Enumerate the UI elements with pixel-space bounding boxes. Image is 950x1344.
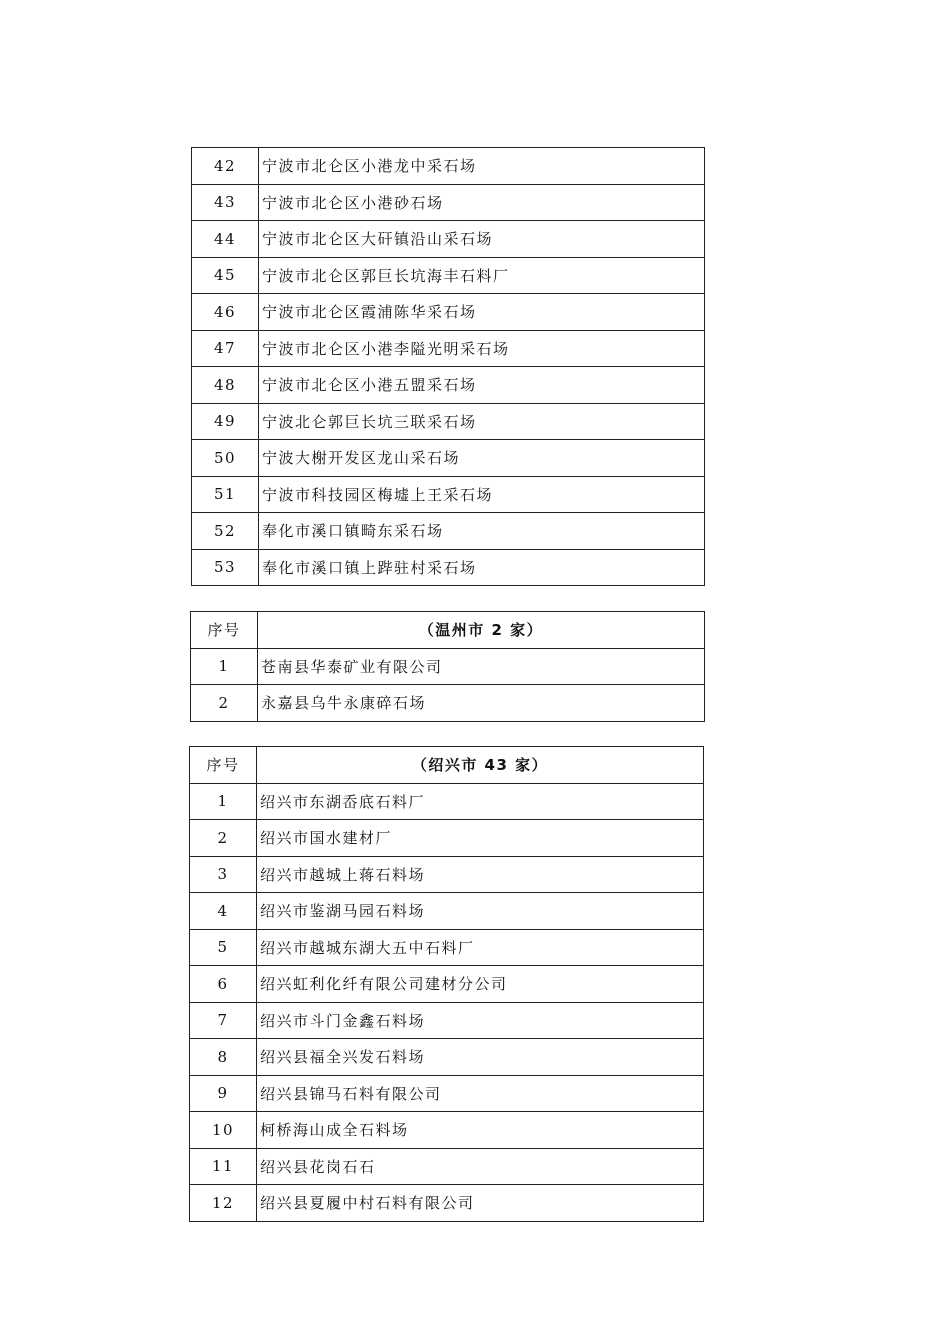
company-name: 绍兴县福全兴发石料场 bbox=[257, 1039, 704, 1076]
row-number: 12 bbox=[190, 1185, 257, 1222]
row-number: 3 bbox=[190, 856, 257, 893]
company-name: 绍兴市越城上蒋石料场 bbox=[257, 856, 704, 893]
table-row bbox=[192, 221, 705, 258]
row-number: 51 bbox=[192, 476, 259, 513]
table-row bbox=[192, 513, 705, 550]
table-row bbox=[192, 294, 705, 331]
company-name: 宁波大榭开发区龙山采石场 bbox=[259, 440, 705, 477]
row-number: 5 bbox=[190, 929, 257, 966]
company-name: 宁波市北仑区郭巨长坑海丰石料厂 bbox=[259, 257, 705, 294]
company-name: 宁波市北仑区霞浦陈华采石场 bbox=[259, 294, 705, 331]
row-number: 42 bbox=[192, 148, 259, 185]
table-body bbox=[191, 612, 705, 722]
table-row bbox=[190, 966, 704, 1003]
company-name: 绍兴市鉴湖马园石料场 bbox=[257, 893, 704, 930]
company-name: 绍兴市东湖岙底石料厂 bbox=[257, 783, 704, 820]
company-name: 宁波市北仑区小港砂石场 bbox=[259, 184, 705, 221]
table-body bbox=[192, 148, 705, 586]
section-title: （温州市 2 家） bbox=[258, 612, 705, 649]
table-row bbox=[192, 549, 705, 586]
table-body bbox=[190, 747, 704, 1222]
row-number: 43 bbox=[192, 184, 259, 221]
row-number: 44 bbox=[192, 221, 259, 258]
row-number: 53 bbox=[192, 549, 259, 586]
table-row bbox=[190, 856, 704, 893]
company-name: 绍兴县夏履中村石料有限公司 bbox=[257, 1185, 704, 1222]
row-number: 52 bbox=[192, 513, 259, 550]
row-number: 45 bbox=[192, 257, 259, 294]
table-row bbox=[192, 403, 705, 440]
table-row bbox=[190, 893, 704, 930]
table-header-row bbox=[191, 612, 705, 649]
table-row bbox=[190, 820, 704, 857]
table-row bbox=[190, 929, 704, 966]
column-header-number: 序号 bbox=[191, 612, 258, 649]
quarry-table-wenzhou bbox=[190, 611, 705, 722]
row-number: 11 bbox=[190, 1148, 257, 1185]
company-name: 绍兴市越城东湖大五中石料厂 bbox=[257, 929, 704, 966]
row-number: 7 bbox=[190, 1002, 257, 1039]
company-name: 宁波市北仑区大矸镇沿山采石场 bbox=[259, 221, 705, 258]
company-name: 宁波市北仑区小港李隘光明采石场 bbox=[259, 330, 705, 367]
company-name: 绍兴县花岗石石 bbox=[257, 1148, 704, 1185]
company-name: 奉化市溪口镇上跸驻村采石场 bbox=[259, 549, 705, 586]
company-name: 绍兴市国水建材厂 bbox=[257, 820, 704, 857]
company-name: 柯桥海山成全石料场 bbox=[257, 1112, 704, 1149]
row-number: 48 bbox=[192, 367, 259, 404]
row-number: 46 bbox=[192, 294, 259, 331]
row-number: 8 bbox=[190, 1039, 257, 1076]
row-number: 49 bbox=[192, 403, 259, 440]
table-row bbox=[192, 257, 705, 294]
table-row bbox=[192, 148, 705, 185]
company-name: 宁波市北仑区小港龙中采石场 bbox=[259, 148, 705, 185]
table-header-row bbox=[190, 747, 704, 784]
row-number: 10 bbox=[190, 1112, 257, 1149]
company-name: 奉化市溪口镇畸东采石场 bbox=[259, 513, 705, 550]
table-row bbox=[190, 1185, 704, 1222]
row-number: 1 bbox=[190, 783, 257, 820]
quarry-table-shaoxing bbox=[189, 746, 704, 1222]
row-number: 47 bbox=[192, 330, 259, 367]
company-name: 绍兴虹利化纤有限公司建材分公司 bbox=[257, 966, 704, 1003]
row-number: 4 bbox=[190, 893, 257, 930]
table-row bbox=[190, 1002, 704, 1039]
company-name: 苍南县华泰矿业有限公司 bbox=[258, 648, 705, 685]
company-name: 绍兴市斗门金鑫石料场 bbox=[257, 1002, 704, 1039]
row-number: 2 bbox=[191, 685, 258, 722]
table-row bbox=[190, 1039, 704, 1076]
table-row bbox=[191, 648, 705, 685]
row-number: 50 bbox=[192, 440, 259, 477]
column-header-number: 序号 bbox=[190, 747, 257, 784]
table-row bbox=[190, 1148, 704, 1185]
section-title: （绍兴市 43 家） bbox=[257, 747, 704, 784]
table-row bbox=[192, 440, 705, 477]
table-row bbox=[191, 685, 705, 722]
company-name: 宁波市科技园区梅墟上王采石场 bbox=[259, 476, 705, 513]
table-row bbox=[190, 783, 704, 820]
table-row bbox=[190, 1112, 704, 1149]
company-name: 宁波北仑郭巨长坑三联采石场 bbox=[259, 403, 705, 440]
company-name: 宁波市北仑区小港五盟采石场 bbox=[259, 367, 705, 404]
table-row bbox=[190, 1075, 704, 1112]
quarry-table-ningbo bbox=[191, 147, 705, 586]
row-number: 2 bbox=[190, 820, 257, 857]
company-name: 绍兴县锦马石料有限公司 bbox=[257, 1075, 704, 1112]
table-row bbox=[192, 184, 705, 221]
table-row bbox=[192, 476, 705, 513]
row-number: 9 bbox=[190, 1075, 257, 1112]
table-row bbox=[192, 330, 705, 367]
row-number: 1 bbox=[191, 648, 258, 685]
table-row bbox=[192, 367, 705, 404]
company-name: 永嘉县乌牛永康碎石场 bbox=[258, 685, 705, 722]
row-number: 6 bbox=[190, 966, 257, 1003]
